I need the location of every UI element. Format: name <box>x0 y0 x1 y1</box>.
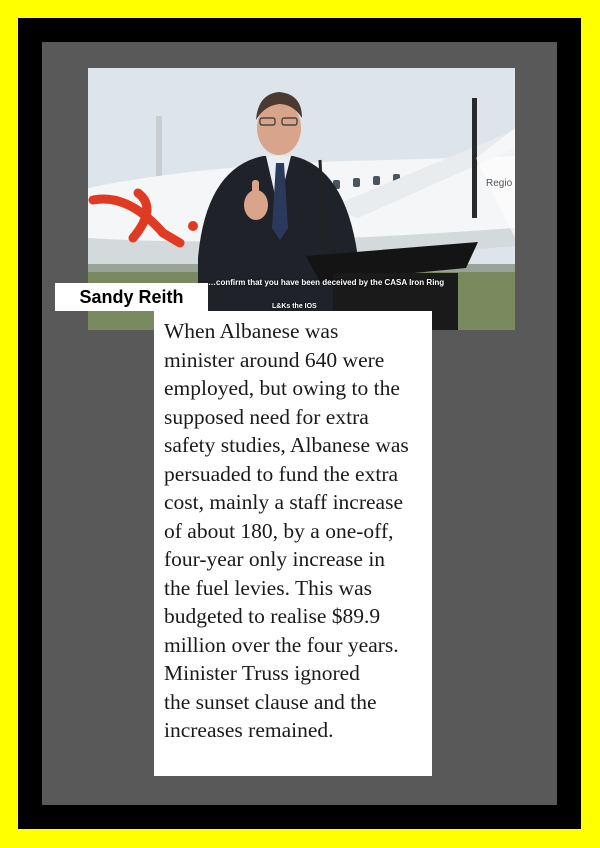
quote-line: million over the four years. <box>164 632 399 657</box>
photo-caption-secondary: L&Ks the IOS <box>272 303 317 310</box>
photo-caption: …confirm that you have been deceived by the CASA Iron Ring <box>208 278 445 287</box>
quote-line: employed, but owing to the <box>164 376 400 400</box>
quote-line: Minister Truss ignored <box>164 661 360 685</box>
quote-text-panel <box>154 311 432 776</box>
quote-line: cost, mainly a staff increase <box>164 490 403 514</box>
quote-line: safety studies, Albanese was <box>164 433 409 457</box>
quote-line: When Albanese was <box>164 319 339 343</box>
quote-line: increases remained. <box>164 718 334 742</box>
quote-line: of about 180, by a one-off, <box>164 518 394 543</box>
quote-line: supposed need for extra <box>164 404 369 429</box>
quote-line: persuaded to fund the extra <box>164 461 399 486</box>
quote-line: minister around 640 were <box>164 347 385 372</box>
quote-line: budgeted to realise $89.9 <box>164 604 381 628</box>
quote-line: the fuel levies. This was <box>164 575 372 600</box>
svg-text:Regio: Regio <box>486 178 513 189</box>
quote-line: four-year only increase in <box>164 547 386 571</box>
quote-line: the sunset clause and the <box>164 689 377 714</box>
author-name-tag: Sandy Reith <box>55 283 208 311</box>
